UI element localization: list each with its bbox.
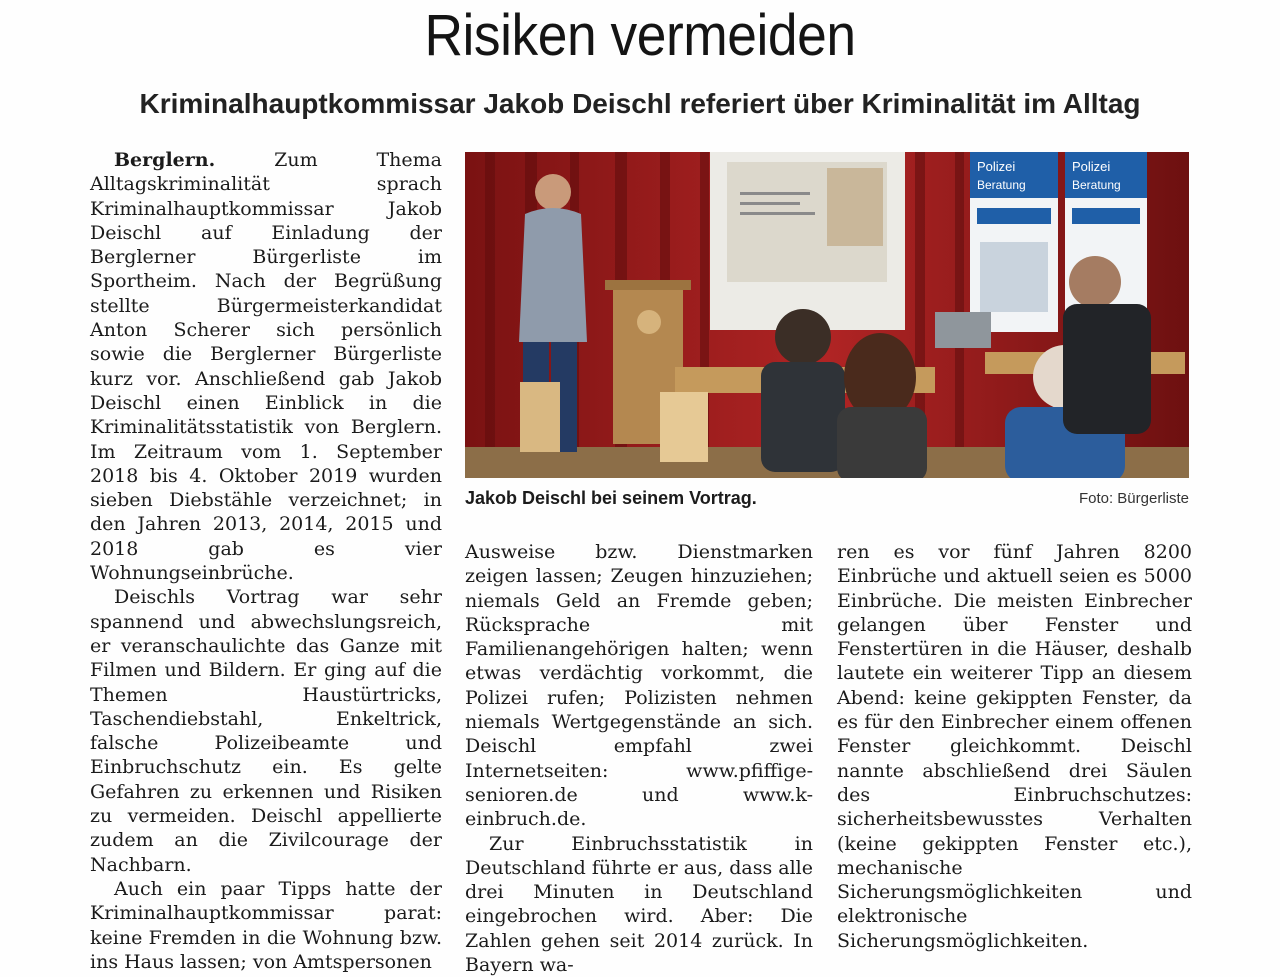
banner-title: Polizei bbox=[1072, 159, 1111, 174]
article-column-2 bbox=[465, 540, 813, 977]
article-column-1 bbox=[90, 148, 442, 974]
paragraph: Ausweise bzw. Dienstmarken zeigen lassen; Zeugen hinzuziehen; niemals Geld an Fremde geben; Rücksprache mit Familienangehörigen halten; wenn etwas verdächtig vorkommt, die Polizei rufen; Polizisten nehmen niemals Wertgegenstände an sich. Deischl empfahl zwei Internetseiten: www.pfiffige-senioren.de und www.k-einbruch.de. bbox=[465, 541, 813, 831]
lecture-photo-illustration bbox=[465, 152, 1189, 478]
headline: Risiken vermeiden bbox=[424, 3, 856, 68]
paragraph: Zur Einbruchsstatistik in Deutschland führte er aus, dass alle drei Minuten in Deutschland eingebrochen wird. Aber: Die Zahlen gehen seit 2014 zurück. In Bayern wa- bbox=[465, 832, 813, 977]
paragraph: Auch ein paar Tipps hatte der Kriminalhauptkommissar parat: keine Fremden in die Wohnung bzw. ins Haus lassen; von Amtspersonen bbox=[90, 877, 442, 973]
paragraph bbox=[90, 148, 442, 585]
paragraph: Deischls Vortrag war sehr spannend und abwechslungsreich, er veranschaulichte das Ganze mit Filmen und Bildern. Er ging auf die Themen Haustürtricks, Taschendiebstahl, Enkeltrick, falsche Polizeibeamte und Einbruchschutz ein. Es gelte Gefahren zu erkennen und Risiken zu vermeiden. Deischl appellierte zudem an die Zivilcourage der Nachbarn. bbox=[90, 586, 442, 876]
banner-subtitle: Beratung bbox=[977, 178, 1026, 192]
subheadline: Kriminalhauptkommissar Jakob Deischl referiert über Kriminalität im Alltag bbox=[139, 88, 1141, 119]
photo-caption: Jakob Deischl bei seinem Vortrag. bbox=[465, 488, 757, 508]
article-photo bbox=[465, 152, 1189, 478]
banner-subtitle: Beratung bbox=[1072, 178, 1121, 192]
paragraph-text: Zum Thema Alltagskriminalität sprach Kriminalhauptkommissar Jakob Deischl auf Einladung der Berglerner Bürgerliste im Sportheim. Nach der Begrüßung stellte Bürgermeisterkandidat Anton Scherer sich persönlich sowie die Berglerner Bürgerliste kurz vor. Anschließend gab Jakob Deischl einen Einblick in die Kriminalitätsstatistik von Berglern. Im Zeitraum vom 1. September 2018 bis 4. Oktober 2019 wurden sieben Diebstähle verzeichnet; in den Jahren 2013, 2014, 2015 und 2018 gab es vier Wohnungseinbrüche. bbox=[90, 149, 442, 585]
paragraph: ren es vor fünf Jahren 8200 Einbrüche und aktuell seien es 5000 Einbrüche. Die meisten Einbrecher gelangen über Fenster und Fenstertüren in die Häuser, deshalb lautete ein weiterer Tipp an diesem Abend: keine gekippten Fenster, da es für den Einbrecher einem offenen Fenster gleichkommt. Deischl nannte abschließend drei Säulen des Einbruchschutzes: sicherheitsbewusstes Verhalten (keine gekippten Fenster etc.), mechanische Sicherungsmöglichkeiten und elektronische Sicherungsmöglichkeiten. bbox=[837, 541, 1192, 952]
dateline: Berglern. bbox=[114, 149, 216, 171]
banner-title: Polizei bbox=[977, 159, 1016, 174]
article-column-3 bbox=[837, 540, 1192, 953]
photo-credit: Foto: Bürgerliste bbox=[1078, 490, 1189, 507]
